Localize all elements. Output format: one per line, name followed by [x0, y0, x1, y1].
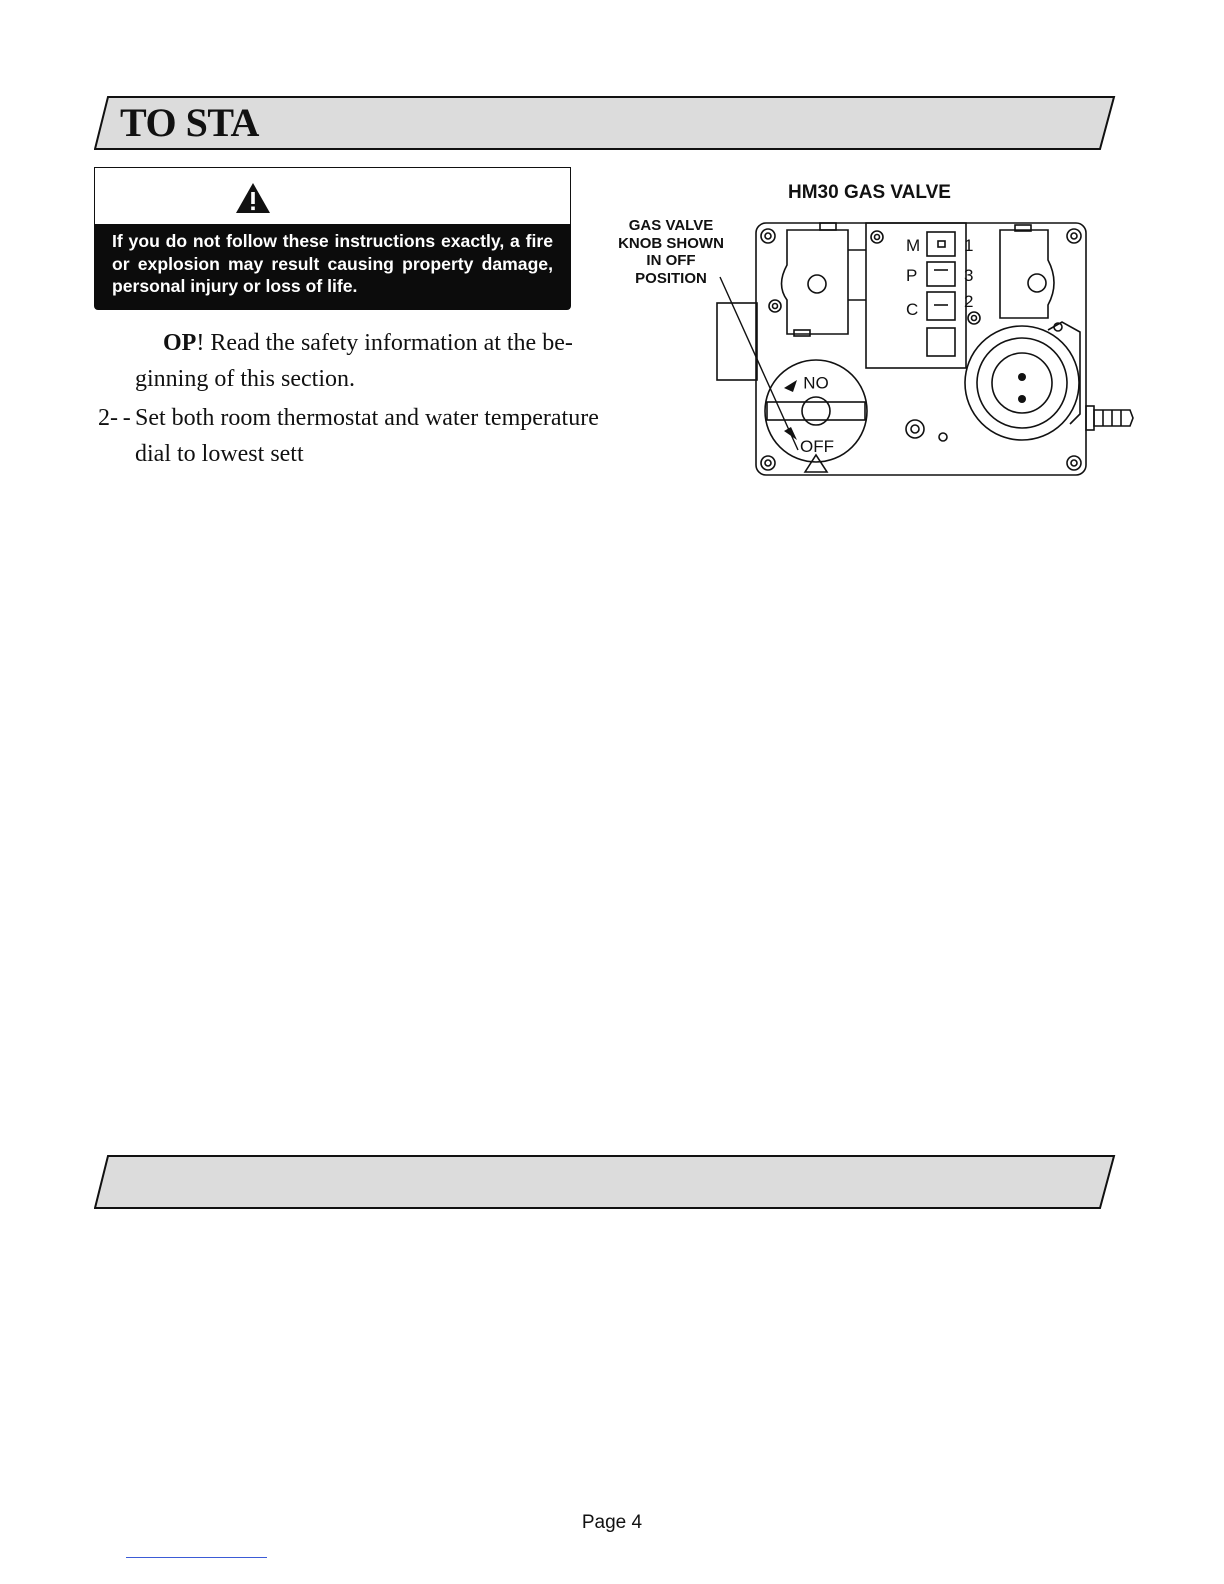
- screw-icon: [968, 312, 980, 324]
- instruction-step: [135, 325, 615, 397]
- outlet-fitting: [1086, 406, 1094, 430]
- screw-icon: [769, 300, 781, 312]
- solenoid-clip: [820, 223, 836, 230]
- solenoid-port-icon: [808, 275, 826, 293]
- terminal-number: 2: [964, 292, 974, 311]
- banner-shape: [94, 1155, 1116, 1209]
- arrow-icon: [784, 427, 797, 440]
- figure-title: HM30 GAS VALVE: [788, 182, 951, 203]
- terminal-letter: C: [906, 300, 919, 319]
- position-indicator-icon: [805, 455, 827, 472]
- solenoid-clip: [794, 330, 810, 336]
- callout-line: GAS VALVE: [628, 217, 714, 234]
- right-solenoid: [1000, 230, 1054, 318]
- step-number: 2- -: [98, 405, 131, 431]
- step-text-continued: dial to lowest sett: [135, 441, 304, 467]
- section-title: TO STA: [120, 100, 259, 145]
- terminal-letter: P: [906, 266, 918, 285]
- knob-on-label: ON: [803, 373, 829, 392]
- step-text-continued: ginning of this section.: [135, 366, 355, 392]
- solenoid-port-icon: [1028, 274, 1046, 292]
- screw-icon: [871, 231, 883, 243]
- left-solenoid: [782, 230, 849, 334]
- corner-screw-icon: [1067, 456, 1081, 470]
- footer-link-underline: [126, 1557, 267, 1558]
- arrow-icon: [784, 380, 797, 392]
- callout-line: POSITION: [635, 269, 707, 287]
- step-text: Set both room thermostat and water temperature: [135, 405, 599, 431]
- terminal-number: 3: [964, 266, 974, 285]
- section-banner: [94, 96, 1116, 150]
- step-text: ! Read the safety information at the be-: [196, 330, 573, 356]
- gas-valve-diagram: [700, 215, 1140, 480]
- corner-screw-icon: [761, 229, 775, 243]
- corner-screw-icon: [1067, 229, 1081, 243]
- warning-text: If you do not follow these instructions exactly, a fire or explosion may result causing property damage, personal injury or loss of life.: [94, 224, 571, 310]
- warning-triangle-icon: [235, 182, 271, 214]
- warning-header: [94, 167, 571, 224]
- screw-icon: [906, 420, 924, 438]
- callout-line: KNOB SHOWN: [618, 234, 724, 252]
- page-number: Page 4: [581, 1512, 643, 1533]
- section-banner: [94, 1155, 1116, 1209]
- corner-screw-icon: [761, 456, 775, 470]
- terminal-number: 1: [964, 236, 974, 255]
- terminal-letter: M: [906, 236, 921, 255]
- knob-off-label: OFF: [800, 437, 834, 456]
- regulator-housing: [965, 326, 1079, 440]
- warning-box: [94, 167, 571, 310]
- instruction-step: [98, 400, 658, 472]
- step-bold-text: OP: [163, 330, 197, 356]
- callout-line: IN OFF: [646, 252, 696, 269]
